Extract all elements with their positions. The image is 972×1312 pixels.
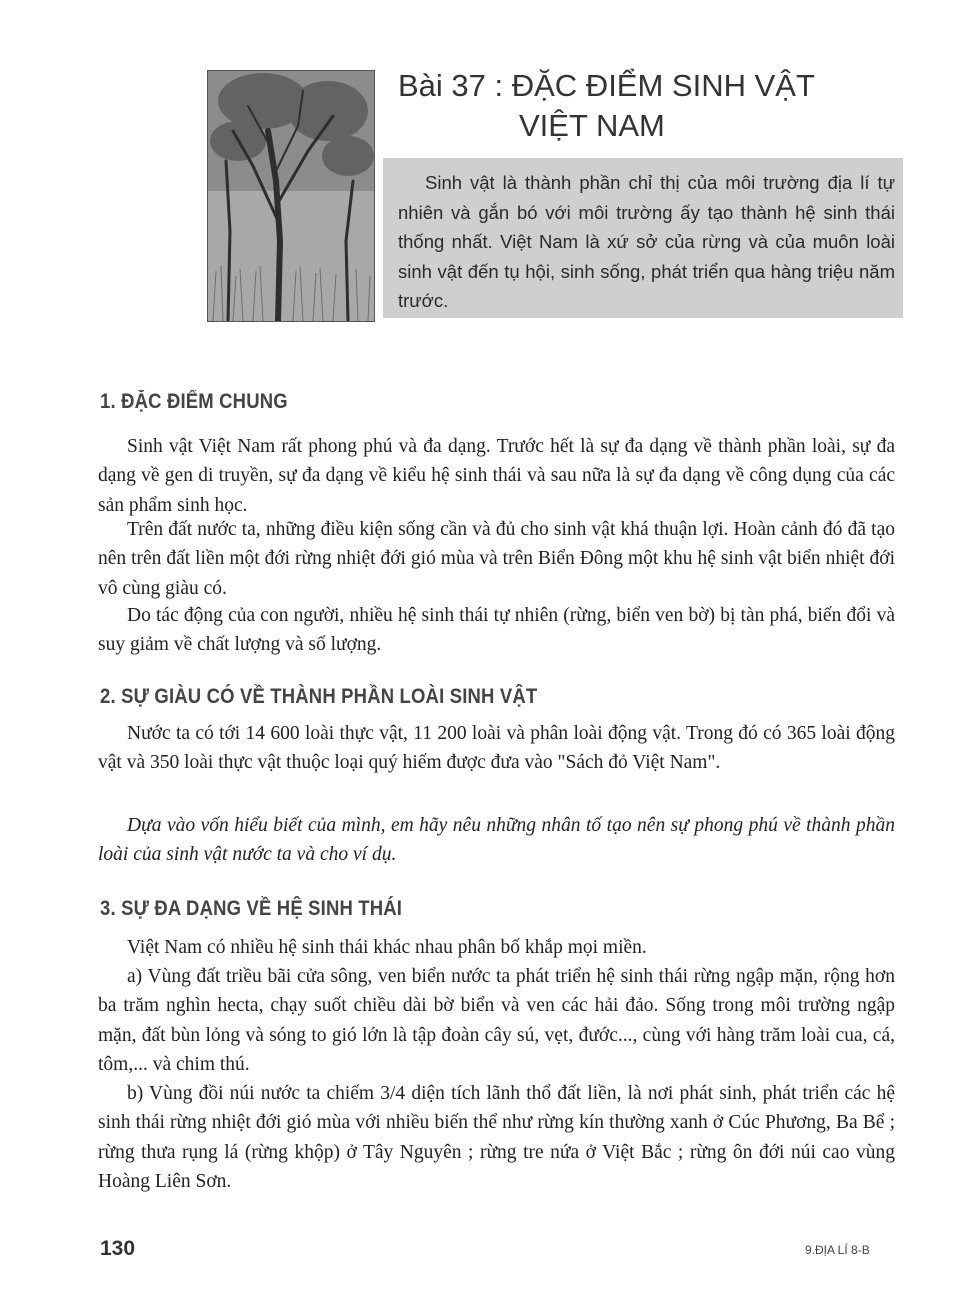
lesson-intro-box: Sinh vật là thành phần chỉ thị của môi trường địa lí tự nhiên và gắn bó với môi trường ấy tạo thành hệ sinh thái thống nhất. Việt Nam là xứ sở của rừng và của muôn loài sinh vật đến tụ hội, sinh sống, phát triển qua hàng triệu năm trước. <box>383 158 903 318</box>
lesson-title-line1: Bài 37 : ĐẶC ĐIỂM SINH VẬT <box>398 68 815 103</box>
page-number: 130 <box>100 1237 136 1260</box>
lesson-title-line2: VIỆT NAM <box>519 108 665 143</box>
section-3-paragraph-1: Việt Nam có nhiều hệ sinh thái khác nhau phân bố khắp mọi miền. <box>127 937 647 958</box>
forest-photo <box>207 70 375 322</box>
section-2-paragraph-1: Nước ta có tới 14 600 loài thực vật, 11 200 loài và phân loài động vật. Trong đó có 365 loài động vật và 350 loài thực vật thuộc loại quý hiếm được đưa vào "Sách đỏ Việt Nam". <box>98 723 895 774</box>
section-1-paragraph-1: Sinh vật Việt Nam rất phong phú và đa dạng. Trước hết là sự đa dạng về thành phần loài, sự đa dạng về gen di truyền, sự đa dạng về kiểu hệ sinh thái và sau nữa là sự đa dạng về công dụng của các sản phẩm sinh học. <box>98 436 895 516</box>
section-2-question: Dựa vào vốn hiểu biết của mình, em hãy nêu những nhân tố tạo nên sự phong phú về thành phần loài của sinh vật nước ta và cho ví dụ. <box>98 815 895 866</box>
section-1-heading: 1. ĐẶC ĐIỂM CHUNG <box>100 390 288 413</box>
section-3-heading: 3. SỰ ĐA DẠNG VỀ HỆ SINH THÁI <box>100 897 403 920</box>
section-3-paragraph-3: b) Vùng đồi núi nước ta chiếm 3/4 diện tích lãnh thổ đất liền, là nơi phát sinh, phát triển các hệ sinh thái rừng nhiệt đới gió mùa với nhiều biến thể như rừng kín thường xanh ở Cúc Phương, Ba Bể ; rừng thưa rụng lá (rừng khộp) ở Tây Nguyên ; rừng tre nứa ở Việt Bắc ; rừng ôn đới núi cao vùng Hoàng Liên Sơn. <box>98 1083 895 1192</box>
print-code: 9.ĐỊA LÍ 8-B <box>805 1243 870 1257</box>
section-1-paragraph-2: Trên đất nước ta, những điều kiện sống cần và đủ cho sinh vật khá thuận lợi. Hoàn cảnh đó đã tạo nên trên đất liền một đới rừng nhiệt đới gió mùa và trên Biển Đông một khu hệ sinh vật biển nhiệt đới vô cùng giàu có. <box>98 519 895 599</box>
section-1-paragraph-3: Do tác động của con người, nhiều hệ sinh thái tự nhiên (rừng, biển ven bờ) bị tàn phá, biến đổi và suy giảm về chất lượng và số lượng. <box>98 605 895 656</box>
section-3-paragraph-2: a) Vùng đất triều bãi cửa sông, ven biển nước ta phát triển hệ sinh thái rừng ngập mặn, rộng hơn ba trăm nghìn hecta, chạy suốt chiều dài bờ biển và ven các hải đảo. Sống trong môi trường ngập mặn, đất bùn lỏng và sóng to gió lớn là tập đoàn cây sú, vẹt, đước..., cùng với hàng trăm loài cua, cá, tôm,... và chim thú. <box>98 966 895 1075</box>
lesson-title <box>398 66 918 146</box>
forest-tree-image <box>208 71 374 321</box>
section-2-heading: 2. SỰ GIÀU CÓ VỀ THÀNH PHẦN LOÀI SINH VẬT <box>100 685 538 708</box>
